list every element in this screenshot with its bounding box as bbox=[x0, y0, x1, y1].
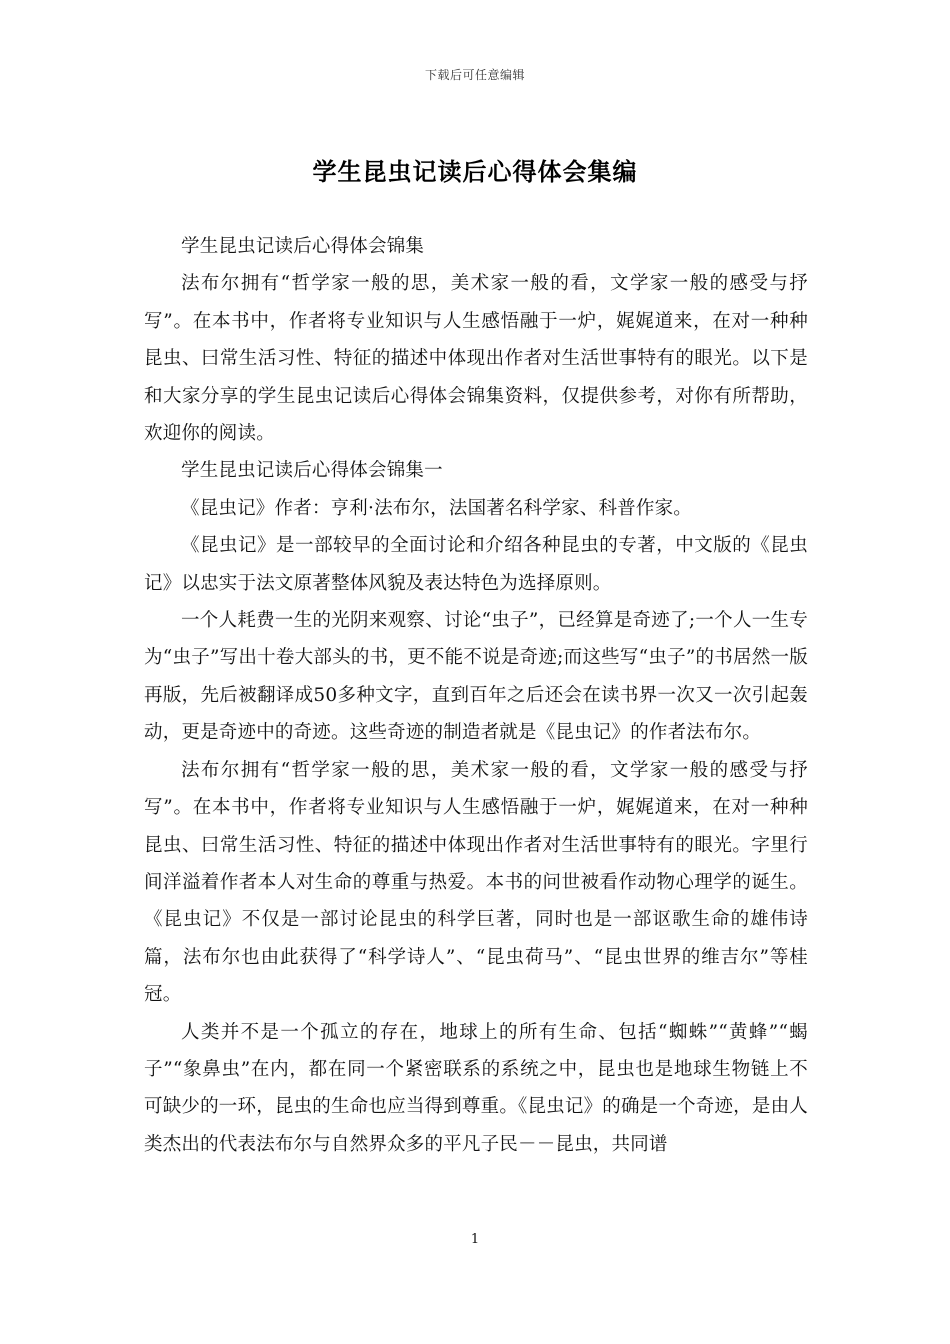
paragraph-miracle: 一个人耗费一生的光阴来观察、讨论“虫子”，已经算是奇迹了;一个人一生专为“虫子”写出十卷大部头的书，更不能不说是奇迹;而这些写“虫子”的书居然一版再版，先后被翻译成50多种文字，直到百年之后还会在读书界一次又一次引起轰动，更是奇迹中的奇迹。这些奇迹的制造者就是《昆虫记》的作者法布尔。 bbox=[144, 610, 808, 744]
paragraph-section-heading: 学生昆虫记读后心得体会锦集一 bbox=[181, 460, 443, 482]
paragraph-book-description: 《昆虫记》是一部较早的全面讨论和介绍各种昆虫的专著，中文版的《昆虫记》以忠实于法文原著整体风貌及表达特色为选择原则。 bbox=[144, 535, 808, 594]
paragraph-fabre-style: 法布尔拥有“哲学家一般的思，美术家一般的看，文学家一般的感受与抒写”。在本书中，作者将专业知识与人生感悟融于一炉，娓娓道来，在对一种种昆虫、曰常生活习性、特征的描述中体现出作者对生活世事特有的眼光。字里行间洋溢着作者本人对生命的尊重与热爱。本书的问世被看作动物心理学的诞生。《昆虫记》不仅是一部讨论昆虫的科学巨著，同时也是一部讴歌生命的雄伟诗篇，法布尔也由此获得了“科学诗人”、“昆虫荷马”、“昆虫世界的维吉尔”等桂冠。 bbox=[144, 759, 808, 1006]
header-note: 下载后可任意编辑 bbox=[424, 68, 525, 82]
document-body bbox=[144, 228, 808, 1163]
paragraph-author: 《昆虫记》作者：亨利·法布尔，法国著名科学家、科普作家。 bbox=[181, 497, 692, 519]
paragraph-intro-heading: 学生昆虫记读后心得体会锦集 bbox=[181, 236, 425, 257]
page-number: 1 bbox=[470, 1232, 480, 1247]
paragraph-respect-life: 人类并不是一个孤立的存在，地球上的所有生命、包括“蜘蛛”“黄蜂”“蝎子”“象鼻虫”在内，都在同一个紧密联系的系统之中，昆虫也是地球生物链上不可缺少的一环，昆虫的生命也应当得到尊重。《昆虫记》的确是一个奇迹，是由人类杰出的代表法布尔与自然界众多的平凡子民－－昆虫，共同谱 bbox=[144, 1021, 808, 1155]
document-title: 学生昆虫记读后心得体会集编 bbox=[312, 158, 638, 186]
paragraph-intro: 法布尔拥有“哲学家一般的思，美术家一般的看，文学家一般的感受与抒写”。在本书中，作者将专业知识与人生感悟融于一炉，娓娓道来，在对一种种昆虫、曰常生活习性、特征的描述中体现出作者对生活世事特有的眼光。以下是和大家分享的学生昆虫记读后心得体会锦集资料，仅提供参考，对你有所帮助，欢迎你的阅读。 bbox=[144, 273, 808, 445]
